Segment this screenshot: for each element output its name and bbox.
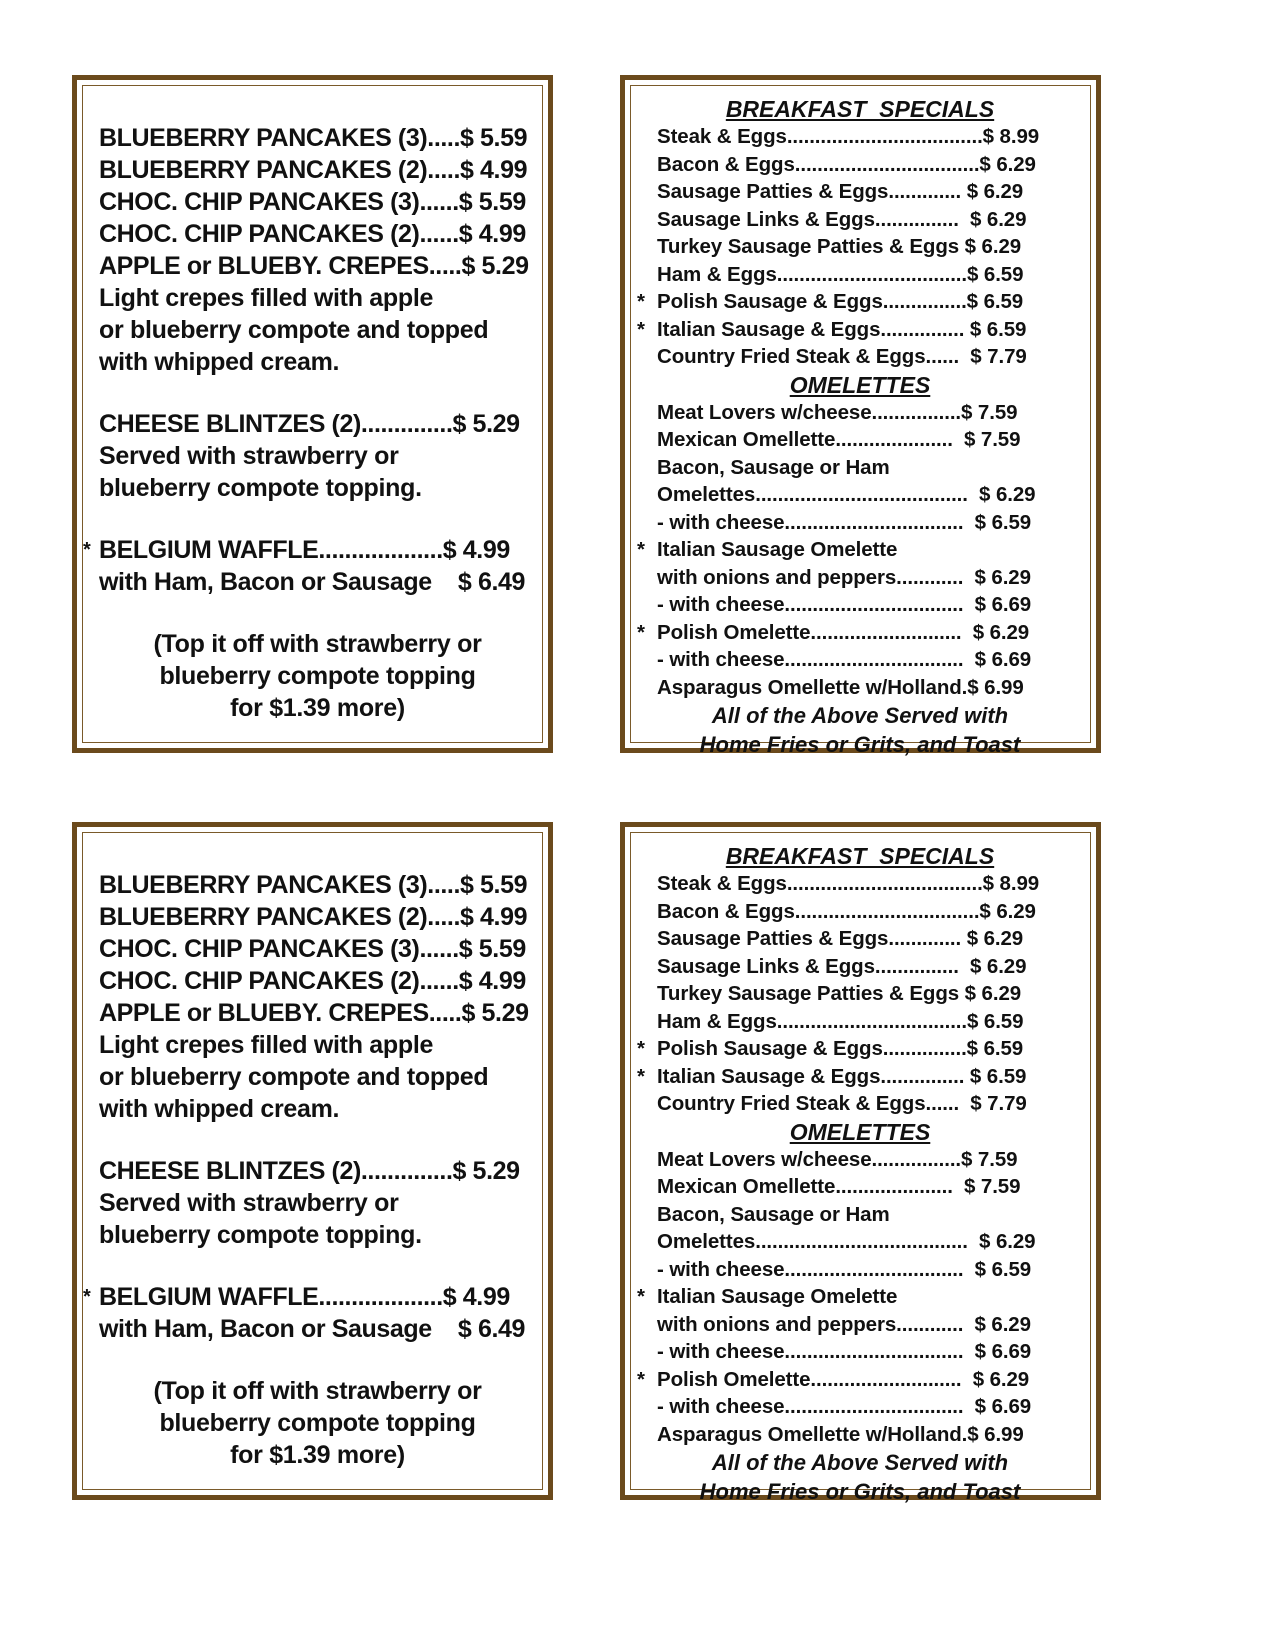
menu-item: CHOC. CHIP PANCAKES (2)......$ 4.99	[99, 967, 526, 995]
specials-card-bottom	[620, 822, 1101, 1504]
waffle-label: BELGIUM WAFFLE...................$ 4.99	[99, 1283, 510, 1311]
menu-item	[635, 564, 1085, 592]
star-marker: *	[637, 317, 645, 341]
pancake-card-top	[72, 75, 553, 753]
menu-item	[635, 288, 1085, 316]
menu-item-text: Turkey Sausage Patties & Eggs $ 6.29	[657, 235, 1022, 258]
waffle-meat-item: with Ham, Bacon or Sausage $ 6.49	[99, 568, 526, 596]
menu-item-text: - with cheese................................ $ 6.69	[657, 648, 1032, 671]
blintzes-description: Served with strawberry or	[99, 442, 399, 470]
menu-item	[635, 481, 1085, 509]
menu-item-text: Italian Sausage & Eggs............... $ 6.59	[657, 1064, 1027, 1088]
topping-note: (Top it off with strawberry or	[153, 630, 482, 658]
menu-item: CHOC. CHIP PANCAKES (3)......$ 5.59	[99, 935, 526, 963]
menu-item: CHOC. CHIP PANCAKES (2)......$ 4.99	[99, 220, 526, 248]
menu-item-text: Ham & Eggs..................................$ 6.59	[657, 1009, 1024, 1033]
menu-item-text: Sausage Links & Eggs............... $ 6.29	[657, 954, 1027, 978]
menu-item-text: Meat Lovers w/cheese................$ 7.59	[657, 1147, 1018, 1171]
specials-list	[635, 870, 1085, 1118]
menu-item-text: - with cheese................................ $ 6.59	[657, 1257, 1032, 1281]
menu-item-text: Polish Omelette........................... $ 6.29	[657, 1367, 1030, 1391]
menu-item-text: Ham & Eggs..................................$ 6.59	[657, 262, 1024, 286]
menu-item	[635, 454, 1085, 482]
menu-item-text: Bacon, Sausage or Ham	[657, 1202, 890, 1226]
star-marker: *	[83, 539, 91, 561]
omelettes-list	[635, 399, 1085, 702]
menu-item	[635, 123, 1085, 151]
menu-item	[635, 1421, 1085, 1449]
menu-item: BLUEBERRY PANCAKES (3).....$ 5.59	[99, 871, 528, 899]
crepes-description: with whipped cream.	[99, 1095, 340, 1123]
menu-item-text: Sausage Patties & Eggs............. $ 6.29	[657, 927, 1024, 950]
specials-card-top	[620, 75, 1101, 757]
menu-item-text: Sausage Links & Eggs............... $ 6.29	[657, 207, 1027, 231]
menu-item-text: - with cheese................................ $ 6.69	[657, 1340, 1032, 1363]
menu-item-text: Steak & Eggs...................................$ 8.99	[657, 125, 1040, 148]
star-marker: *	[637, 1037, 645, 1060]
menu-item-text: Meat Lovers w/cheese................$ 7.59	[657, 400, 1018, 424]
menu-item	[635, 509, 1085, 537]
menu-item	[635, 316, 1085, 344]
menu-item	[635, 591, 1085, 619]
menu-item	[635, 870, 1085, 898]
menu-item-text: Steak & Eggs...................................$ 8.99	[657, 872, 1040, 895]
crepes-description: Light crepes filled with apple	[99, 1031, 434, 1059]
menu-item-text: - with cheese................................ $ 6.69	[657, 1395, 1032, 1418]
menu-item-text: Bacon & Eggs.................................$ 6.29	[657, 899, 1036, 923]
menu-item-text: Omelettes...................................... $ 6.29	[657, 1230, 1036, 1253]
menu-item	[635, 646, 1085, 674]
served-with-note: All of the Above Served with	[711, 703, 1009, 728]
menu-item-text: Italian Sausage Omelette	[657, 1285, 898, 1308]
menu-item	[635, 1035, 1085, 1063]
menu-item-text: Country Fried Steak & Eggs...... $ 7.79	[657, 1092, 1027, 1115]
star-marker: *	[83, 1286, 91, 1308]
blintzes-description: Served with strawberry or	[99, 1189, 399, 1217]
pancake-card-bottom	[72, 822, 553, 1500]
menu-item	[635, 233, 1085, 261]
menu-item: APPLE or BLUEBY. CREPES.....$ 5.29	[99, 252, 529, 280]
blintzes-description: blueberry compote topping.	[99, 1221, 422, 1249]
menu-item	[635, 1366, 1085, 1394]
menu-item-text: - with cheese................................ $ 6.69	[657, 593, 1032, 616]
menu-item-text: Asparagus Omellette w/Holland.$ 6.99	[657, 1422, 1024, 1446]
breakfast-specials-menu	[635, 842, 1085, 1506]
blintzes-item: CHEESE BLINTZES (2)..............$ 5.29	[99, 410, 520, 438]
omelettes-list	[635, 1146, 1085, 1449]
menu-item: CHOC. CHIP PANCAKES (3)......$ 5.59	[99, 188, 526, 216]
topping-note: for $1.39 more)	[230, 1441, 405, 1469]
menu-item	[635, 343, 1085, 371]
waffle-meat-item: with Ham, Bacon or Sausage $ 6.49	[99, 1315, 526, 1343]
blintzes-description: blueberry compote topping.	[99, 474, 422, 502]
pancake-menu	[83, 122, 540, 724]
topping-note: blueberry compote topping	[159, 1409, 476, 1437]
menu-item	[635, 980, 1085, 1008]
topping-note: (Top it off with strawberry or	[153, 1377, 482, 1405]
menu-item	[635, 206, 1085, 234]
menu-item: APPLE or BLUEBY. CREPES.....$ 5.29	[99, 999, 529, 1027]
omelettes-header: OMELETTES	[789, 1118, 931, 1145]
menu-item-text: Polish Sausage & Eggs...............$ 6.59	[657, 1037, 1024, 1060]
menu-item	[635, 1256, 1085, 1284]
menu-item	[635, 1008, 1085, 1036]
served-with-note: All of the Above Served with	[711, 1450, 1009, 1475]
menu-item	[635, 925, 1085, 953]
menu-item: BLUEBERRY PANCAKES (3).....$ 5.59	[99, 124, 528, 152]
menu-item-text: Bacon & Eggs.................................$ 6.29	[657, 152, 1036, 176]
menu-item	[635, 1146, 1085, 1174]
star-marker: *	[637, 290, 645, 313]
menu-item-text: Mexican Omellette..................... $ 7.59	[657, 1175, 1021, 1198]
menu-item	[635, 1173, 1085, 1201]
star-marker: *	[637, 1064, 645, 1088]
menu-item-text: with onions and peppers............ $ 6.29	[657, 1312, 1031, 1336]
menu-item-text: Polish Sausage & Eggs...............$ 6.59	[657, 290, 1024, 313]
menu-item-text: Polish Omelette........................... $ 6.29	[657, 620, 1030, 644]
menu-item-text: Asparagus Omellette w/Holland.$ 6.99	[657, 675, 1024, 699]
menu-item-text: Omelettes...................................... $ 6.29	[657, 483, 1036, 506]
waffle-item	[83, 534, 540, 566]
menu-item	[635, 674, 1085, 702]
menu-item	[635, 261, 1085, 289]
menu-item	[635, 1311, 1085, 1339]
menu-item-text: Bacon, Sausage or Ham	[657, 455, 890, 479]
menu-item-text: Mexican Omellette..................... $ 7.59	[657, 428, 1021, 451]
menu-item	[635, 536, 1085, 564]
menu-item	[635, 1201, 1085, 1229]
served-with-note: Home Fries or Grits, and Toast	[699, 1479, 1021, 1504]
topping-note: blueberry compote topping	[159, 662, 476, 690]
menu-item-text: Italian Sausage & Eggs............... $ 6.59	[657, 317, 1027, 341]
omelettes-header: OMELETTES	[789, 371, 931, 398]
menu-item	[635, 953, 1085, 981]
menu-item-text: Country Fried Steak & Eggs...... $ 7.79	[657, 345, 1027, 368]
menu-item-text: Sausage Patties & Eggs............. $ 6.29	[657, 180, 1024, 203]
menu-item-text: with onions and peppers............ $ 6.29	[657, 565, 1031, 589]
menu-item	[635, 399, 1085, 427]
menu-item: BLUEBERRY PANCAKES (2).....$ 4.99	[99, 903, 528, 931]
menu-item-text: - with cheese................................ $ 6.59	[657, 510, 1032, 534]
waffle-label: BELGIUM WAFFLE...................$ 4.99	[99, 536, 510, 564]
pancake-menu	[83, 869, 540, 1471]
menu-item	[635, 151, 1085, 179]
breakfast-specials-menu	[635, 95, 1085, 759]
topping-note: for $1.39 more)	[230, 694, 405, 722]
crepes-description: or blueberry compote and topped	[99, 1063, 489, 1091]
menu-item	[635, 1393, 1085, 1421]
star-marker: *	[637, 1285, 645, 1308]
menu-item-text: Turkey Sausage Patties & Eggs $ 6.29	[657, 982, 1022, 1005]
blintzes-item: CHEESE BLINTZES (2)..............$ 5.29	[99, 1157, 520, 1185]
menu-item	[635, 178, 1085, 206]
menu-item: BLUEBERRY PANCAKES (2).....$ 4.99	[99, 156, 528, 184]
star-marker: *	[637, 620, 645, 644]
menu-item	[635, 1338, 1085, 1366]
crepes-description: or blueberry compote and topped	[99, 316, 489, 344]
specials-header: BREAKFAST SPECIALS	[725, 843, 995, 869]
menu-item	[635, 898, 1085, 926]
served-with-note: Home Fries or Grits, and Toast	[699, 732, 1021, 757]
waffle-item	[83, 1281, 540, 1313]
specials-list	[635, 123, 1085, 371]
star-marker: *	[637, 538, 645, 561]
menu-item-text: Italian Sausage Omelette	[657, 538, 898, 561]
crepes-description: Light crepes filled with apple	[99, 284, 434, 312]
crepes-description: with whipped cream.	[99, 348, 340, 376]
star-marker: *	[637, 1367, 645, 1391]
menu-item	[635, 619, 1085, 647]
menu-item	[635, 1063, 1085, 1091]
menu-item	[635, 1283, 1085, 1311]
menu-item	[635, 426, 1085, 454]
menu-item	[635, 1090, 1085, 1118]
menu-item	[635, 1228, 1085, 1256]
specials-header: BREAKFAST SPECIALS	[725, 96, 995, 122]
